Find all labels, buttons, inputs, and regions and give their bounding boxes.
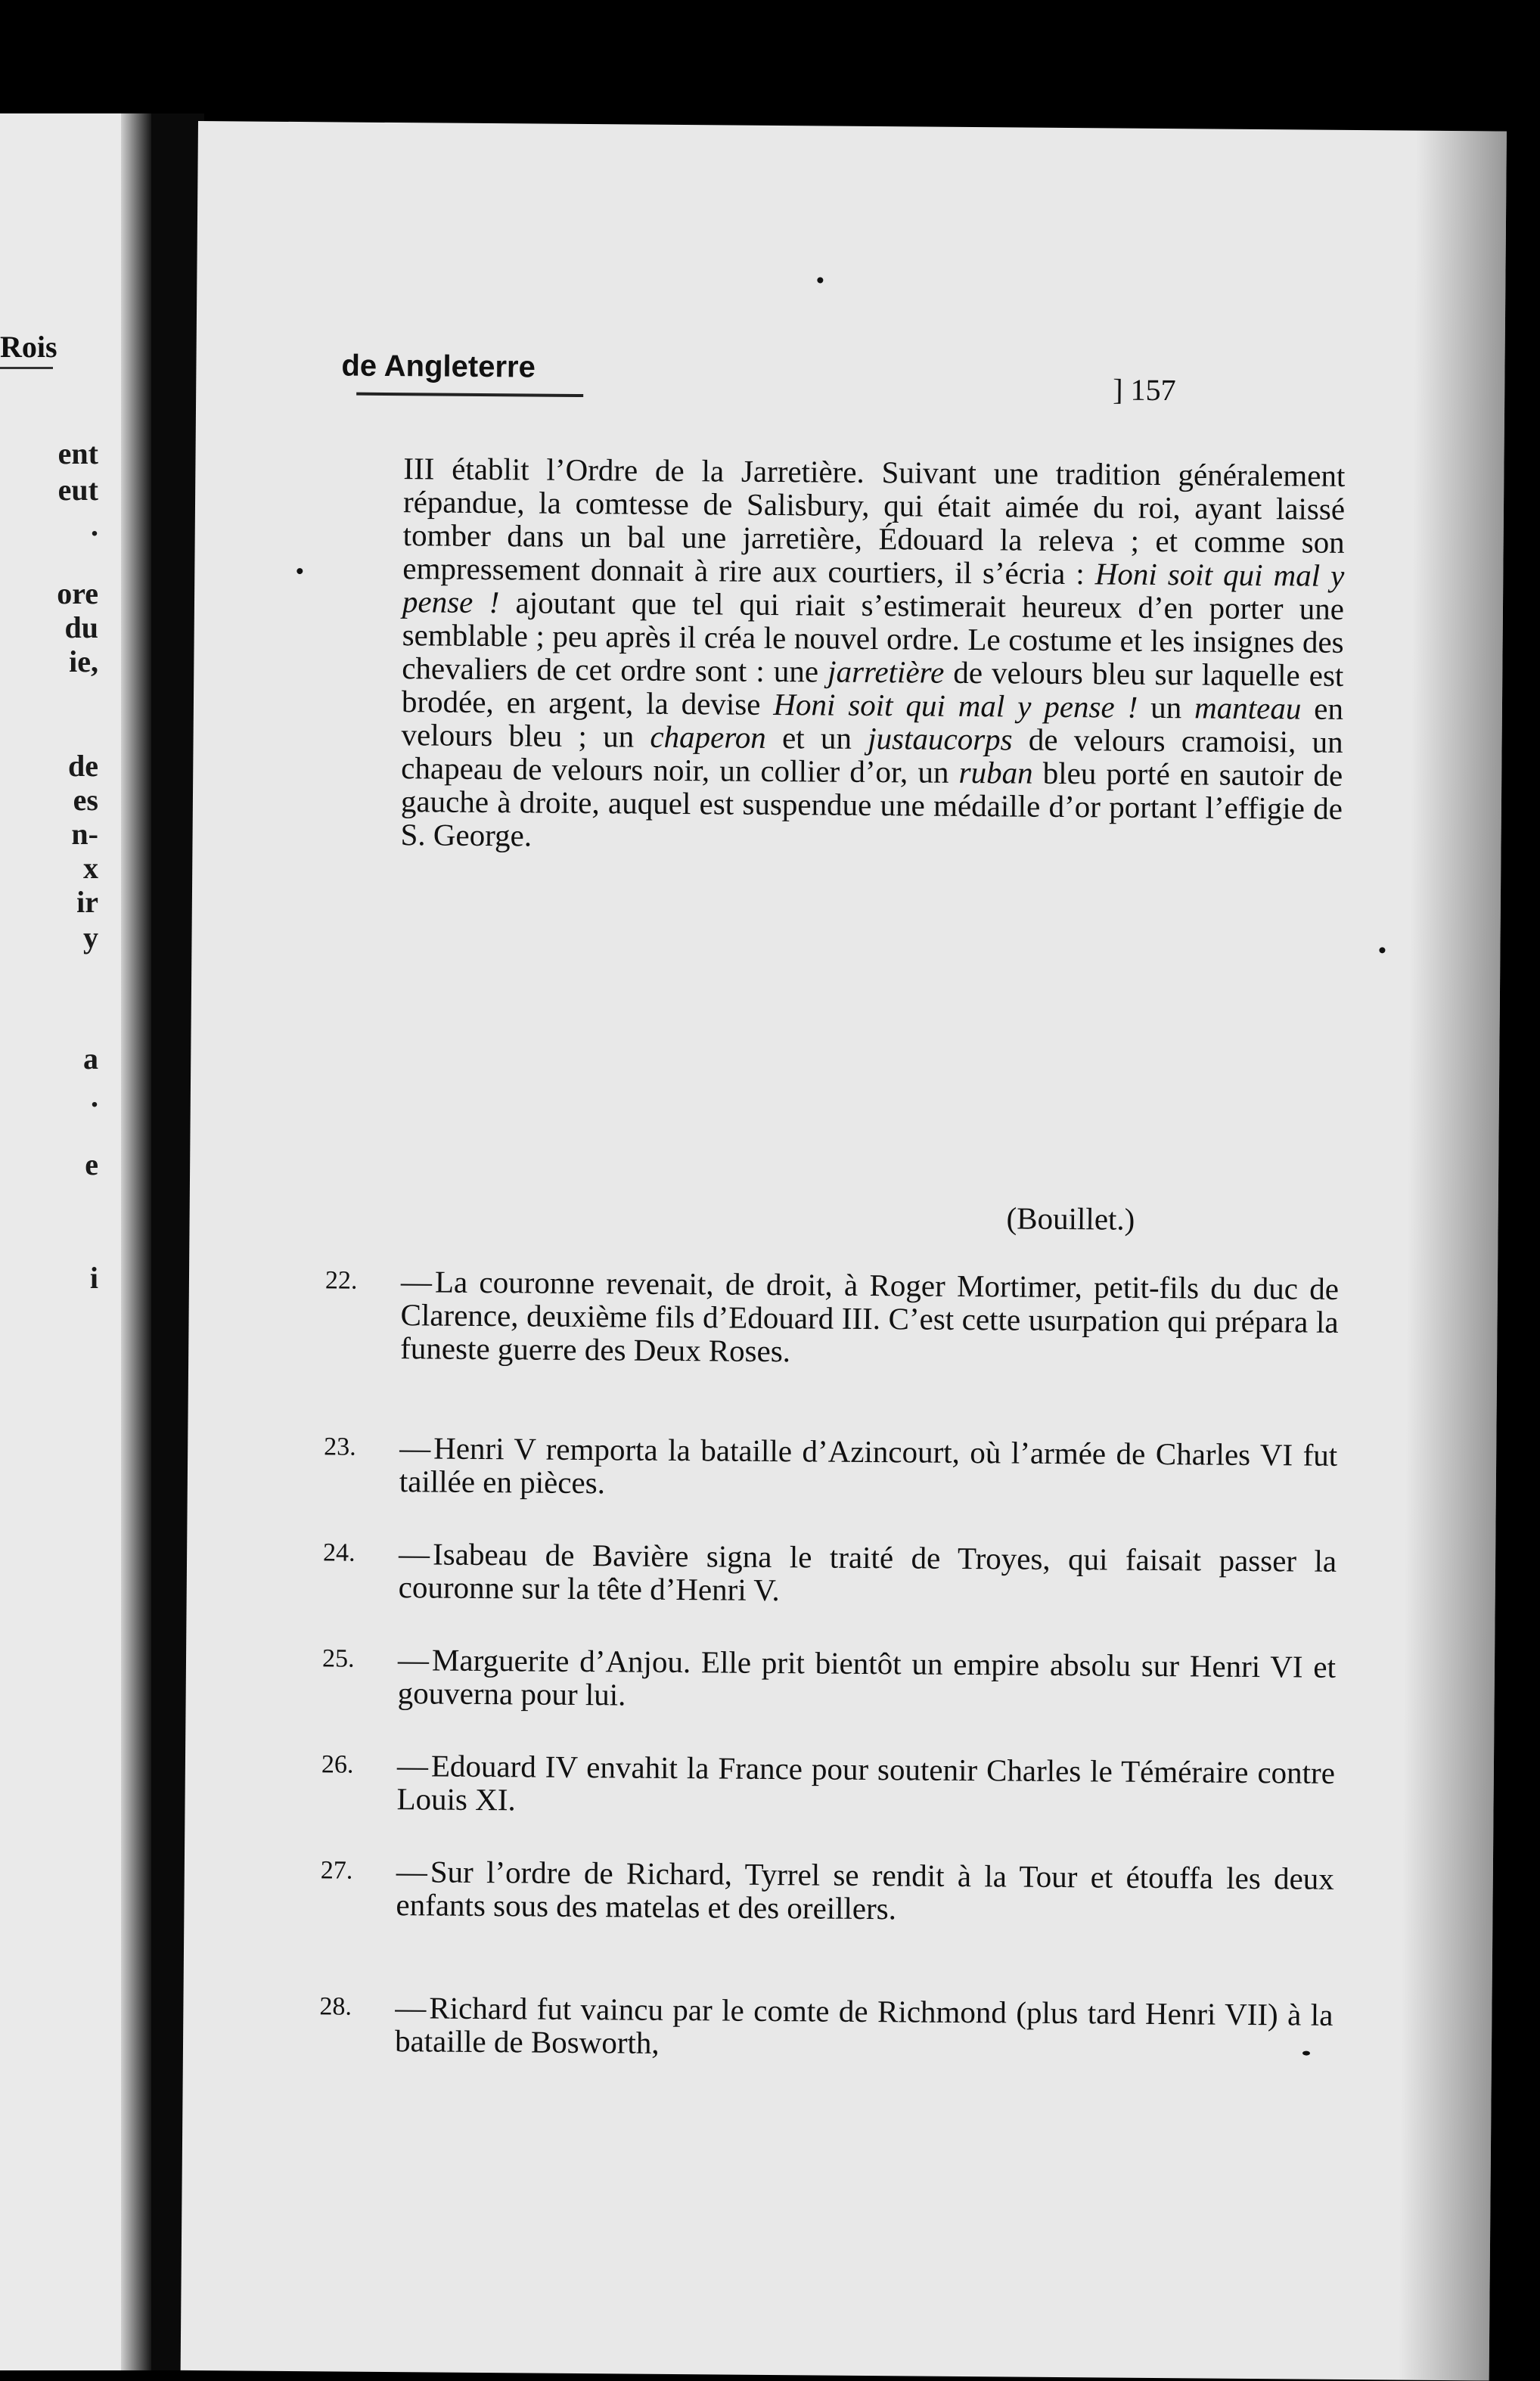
left-edge-fragment: y: [83, 920, 98, 955]
page-number: ] 157: [1113, 372, 1176, 408]
left-page-header: Rois: [0, 330, 57, 364]
running-head: de Angleterre: [341, 349, 536, 384]
left-edge-fragment: x: [83, 851, 98, 885]
motto-italic: Honi soit qui mal y pense !: [773, 686, 1138, 725]
note-25: [322, 1642, 1337, 1717]
intro-text: ajoutant que tel qui riait s’estimerait heureux d’en porter une semblable ; peu après il créa le nouvel ordre. Le costume et les insignes des chevaliers de cet ordre sont : une: [402, 585, 1345, 689]
em-dash: —: [396, 1748, 429, 1783]
note-23: [324, 1430, 1338, 1505]
scan-speck: [817, 277, 823, 283]
left-edge-fragment: ent: [57, 436, 98, 470]
em-dash: —: [396, 1854, 428, 1889]
note-text: La couronne revenait, de droit, à Roger Mortimer, petit-fils du duc de Clarence, deuxième fils d’Edouard III. C’est cette usurpation qui prépara la funeste guerre des Deux Roses.: [400, 1264, 1340, 1369]
left-page-header-rule: [0, 367, 53, 369]
page-edge-shadow: [1399, 131, 1507, 2381]
term-italic: chaperon: [650, 719, 766, 755]
note-text: Marguerite d’Anjou. Elle prit bientôt un empire absolu sur Henri VI et gouverna pour lui.: [397, 1642, 1337, 1712]
book-page: [181, 121, 1507, 2380]
em-dash: —: [395, 1990, 427, 2026]
left-edge-fragment: du: [64, 610, 98, 644]
intro-text: III établit l’Ordre de la Jarretière. Suivant une tradition généralement répandue, la comtesse de Salisbury, qui était aimée du roi, ayant laissé tomber dans un bal une jarretière, Édouard la releva ; et comme son empressement donnait à rire aux courtiers, il s’écria :: [402, 451, 1346, 591]
note-number: 28.: [319, 1992, 352, 2021]
note-text: Richard fut vaincu par le comte de Richmond (plus tard Henri VII) à la bataille de Bosworth,: [394, 1990, 1334, 2060]
note-22: [324, 1264, 1339, 1372]
left-edge-fragment: eut: [57, 473, 98, 507]
note-number: 25.: [321, 1644, 355, 1673]
left-edge-fragment: ie,: [69, 644, 98, 678]
intro-text: en velours bleu ; un: [401, 691, 1344, 754]
left-edge-fragment: i: [89, 1261, 98, 1295]
running-head-rule: [356, 393, 583, 397]
note-28: [319, 1990, 1334, 2065]
note-27: [320, 1854, 1334, 1929]
term-italic: ruban: [958, 754, 1033, 790]
em-dash: —: [398, 1536, 430, 1572]
note-number: 24.: [322, 1538, 356, 1567]
note-text: Sur l’ordre de Richard, Tyrrel se rendit à la Tour et étouffa les deux enfants sous des matelas et des oreillers.: [396, 1854, 1334, 1926]
intro-text: et un: [765, 719, 868, 756]
intro-text: un: [1138, 689, 1195, 725]
intro-paragraph: [400, 452, 1345, 858]
note-26: [321, 1748, 1335, 1823]
scan-specks: [198, 121, 1507, 132]
left-edge-fragment: .: [91, 508, 98, 542]
left-edge-fragment: .: [91, 1079, 98, 1113]
left-edge-fragment: e: [85, 1147, 98, 1181]
note-number: 26.: [321, 1750, 354, 1779]
term-italic: manteau: [1194, 690, 1302, 726]
left-edge-fragment: n-: [71, 817, 98, 851]
scan-speck: [297, 568, 303, 574]
attribution: (Bouillet.): [1006, 1200, 1135, 1237]
left-edge-fragment: ir: [76, 885, 98, 919]
em-dash: —: [397, 1642, 430, 1678]
note-text: Isabeau de Bavière signa le traité de Troyes, qui faisait passer la couronne sur la tête d’Henri V.: [398, 1536, 1337, 1608]
left-edge-fragment: de: [68, 749, 98, 783]
left-page-edge: [0, 113, 151, 2370]
note-number: 22.: [324, 1266, 358, 1295]
note-text: Edouard IV envahit la France pour soutenir Charles le Téméraire contre Louis XI.: [396, 1748, 1336, 1818]
left-page-gutter-shadow: [121, 113, 151, 2370]
term-italic: jarretière: [827, 653, 945, 690]
note-number: 23.: [324, 1433, 356, 1461]
motto-italic: Honi soit qui mal y pense !: [402, 556, 1345, 620]
left-edge-fragment: es: [73, 783, 98, 817]
note-number: 27.: [320, 1856, 353, 1885]
intro-text: de velours bleu sur laquelle est brodée, en argent, la devise: [401, 654, 1344, 722]
left-edge-fragment: a: [83, 1041, 98, 1076]
note-text: Henri V remporta la bataille d’Azincourt, où l’armée de Charles VI fut taillée en pièces.: [399, 1430, 1338, 1501]
intro-text: bleu porté en sautoir de gauche à droite, auquel est suspendue une médaille d’or portant l’effigie de S. George.: [400, 755, 1343, 853]
intro-text: de velours cramoisi, un chapeau de velours noir, un collier d’or, un: [401, 722, 1343, 790]
term-italic: justaucorps: [868, 720, 1013, 757]
scan-speck: [1302, 2051, 1310, 2056]
note-24: [323, 1536, 1337, 1611]
left-edge-fragment: ore: [57, 576, 98, 610]
em-dash: —: [399, 1430, 431, 1466]
scan-speck: [1379, 947, 1385, 953]
em-dash: —: [400, 1264, 433, 1299]
